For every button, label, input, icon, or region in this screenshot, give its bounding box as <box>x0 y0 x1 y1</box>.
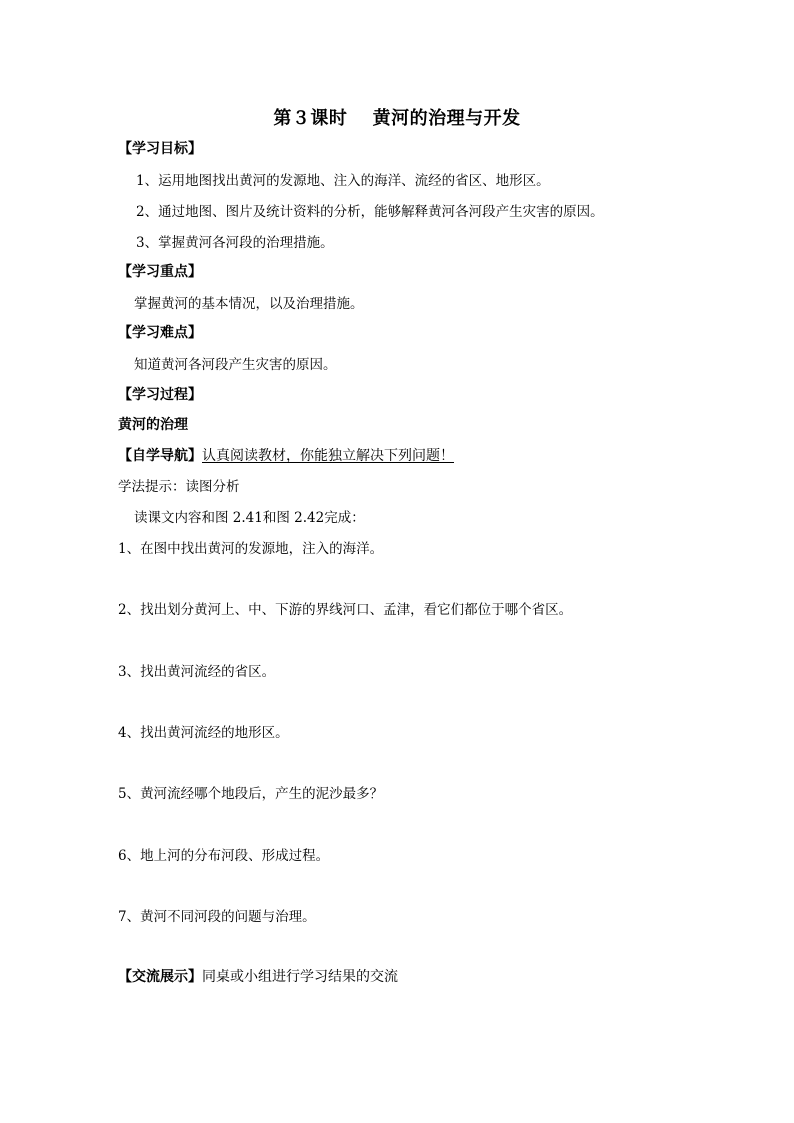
question-5: 5、黄河流经哪个地段后，产生的泥沙最多？ <box>118 786 384 802</box>
river-governance-heading: 黄河的治理 <box>118 417 188 433</box>
difficulty-text: 知道黄河各河段产生灾害的原因。 <box>134 357 337 373</box>
exchange-line <box>118 966 398 986</box>
question-3: 3、找出黄河流经的省区。 <box>118 664 276 680</box>
goal-item-2: 2、通过地图、图片及统计资料的分析，能够解释黄河各河段产生灾害的原因。 <box>136 204 604 220</box>
self-study-text: 认真阅读教材，你能独立解决下列问题！ <box>202 448 454 464</box>
question-1: 1、在图中找出黄河的发源地，注入的海洋。 <box>118 541 384 557</box>
key-points-heading: 【学习重点】 <box>118 264 202 280</box>
reading-instruction: 读课文内容和图 2.41和图 2.42完成： <box>134 510 365 526</box>
learning-goals-heading: 【学习目标】 <box>118 141 202 157</box>
learning-process-heading: 【学习过程】 <box>118 387 202 403</box>
page-title: 第３课时 黄河的治理与开发 <box>273 108 521 129</box>
exchange-text: 同桌或小组进行学习结果的交流 <box>202 969 398 985</box>
self-study-label: 【自学导航】 <box>118 448 202 464</box>
difficulties-heading: 【学习难点】 <box>118 325 202 341</box>
key-point-text: 掌握黄河的基本情况，以及治理措施。 <box>134 296 364 312</box>
self-study-line <box>118 445 454 465</box>
question-2: 2、找出划分黄河上、中、下游的界线河口、孟津，看它们都位于哪个省区。 <box>118 602 573 618</box>
method-tip: 学法提示：读图分析 <box>118 479 240 495</box>
question-6: 6、地上河的分布河段、形成过程。 <box>118 848 330 864</box>
goal-item-1: 1、运用地图找出黄河的发源地、注入的海洋、流经的省区、地形区。 <box>136 173 550 189</box>
exchange-label: 【交流展示】 <box>118 969 202 985</box>
question-4: 4、找出黄河流经的地形区。 <box>118 725 289 741</box>
question-7: 7、黄河不同河段的问题与治理。 <box>118 909 316 925</box>
goal-item-3: 3、掌握黄河各河段的治理措施。 <box>136 235 334 251</box>
